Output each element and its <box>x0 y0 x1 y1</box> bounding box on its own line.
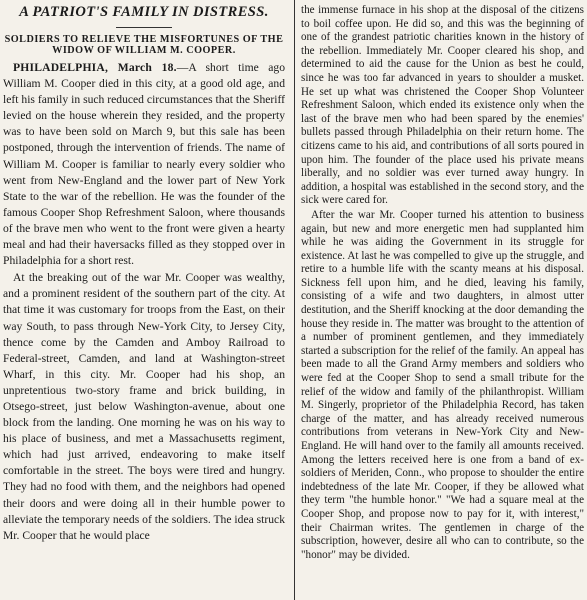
paragraph-text: —A short time ago William M. Cooper died in this city, at a good old age, and left his family in such reduced circumstances that the Sheriff levied on the house wherein they resided, and the property was to have been sold on March 9, but this sale has been postponed, through the intervention of friends. The name of William M. Cooper is familiar to nearly every soldier who went from New-England and the lower part of New York State to the war of the rebellion. He was the founder of the famous Cooper Shop Refreshment Saloon, where thousands of the brave men who went to the front were given a hearty meal and had their haversacks filled as they stopped over in Philadelphia for a short rest. <box>3 61 285 268</box>
left-column <box>3 4 290 598</box>
article-paragraph: After the war Mr. Cooper turned his attention to business again, but new and more energetic men had supplanted him while he was aiding the Government in its struggle for existence. At last he was compelled to give up the struggle, and retire to a humble life with the scanty means at his disposal. Sickness fell upon him, and he died, leaving his family, consisting of a wife and two daughters, in almost utter destitution, and the Sheriff knocking at the door demanding the house they reside in. The matter was brought to the attention of a number of prominent gentlemen, and they immediately started a subscription for the relief of the family. An appeal has been made to all the Grand Army members and soldiers who were fed at the Cooper Shop to send a small tribute for the relief of the widow and family of the philanthropist. William M. Singerly, proprietor of the Philadelphia Record, has taken charge of the matter, and has already received numerous contributions from veterans in New-York City and New-England. He will hand over to the family all amounts received. Among the letters received here is one from a band of ex-soldiers of Meriden, Conn., who propose to shoulder the entire indebtedness of the late Mr. Cooper, if they be allowed what they term "the humble honor." "We had a square meal at the Cooper Shop, and propose now to pay for it, with interest," their Chairman writes. The gentlemen in charge of the subscription, however, desire all who can to contribute, so the "honor" may be divided. <box>301 208 584 561</box>
right-column <box>297 4 584 598</box>
column-divider <box>294 0 295 600</box>
article-deck: SOLDIERS TO RELIEVE THE MISFORTUNES OF THE WIDOW OF WILLIAM M. COOPER. <box>4 34 284 56</box>
dateline: PHILADELPHIA, March 18. <box>13 61 177 74</box>
article-paragraph <box>3 60 285 269</box>
headline-rule <box>116 27 172 28</box>
article-paragraph: At the breaking out of the war Mr. Cooper was wealthy, and a prominent resident of the southern part of the city. At that time it was customary for troops from the East, on their way South, to pass through New-York City, to Jersey City, thence come by the Camden and Amboy Railroad to Federal-street, Camden, and land at Washington-street Wharf, in this city. Mr. Cooper had his shop, an unpretentious two-story frame and brick building, in Otsego-street, just below Washington-avenue, about one block from the landing. One morning he was on his way to his place of business, and met a Massachusetts regiment, which had just arrived, endeavoring to make itself comfortable in the street. The boys were tired and hungry. They had no food with them, and the neighbors had opened their doors and were doing all in their humble power to alleviate the temporary needs of the soldiers. The idea struck Mr. Cooper that he would place <box>3 271 285 542</box>
article-paragraph: the immense furnace in his shop at the disposal of the citizens to boil coffee upon. He did so, and this was the beginning of one of the grandest patriotic charities known in the history of the rebellion. Immediately Mr. Cooper cleared his shop, and determined to aid the cause for the Union as best he could, since he was too far advanced in years to shoulder a musket. He set up what was christened the Cooper Shop Volunteer Refreshment Saloon, which ended its existence only when the last of the brave men who had been spared by the enemies' bullets passed through Philadelphia on their return home. The citizens came to his aid, and contributions of all sorts poured in upon him. The founder of the place used his private means liberally, and no soldier was ever turned away hungry. In addition, a hospital was established in the second story, and the sick were cared for. <box>301 4 584 207</box>
article-headline: A PATRIOT'S FAMILY IN DISTRESS. <box>19 4 269 20</box>
